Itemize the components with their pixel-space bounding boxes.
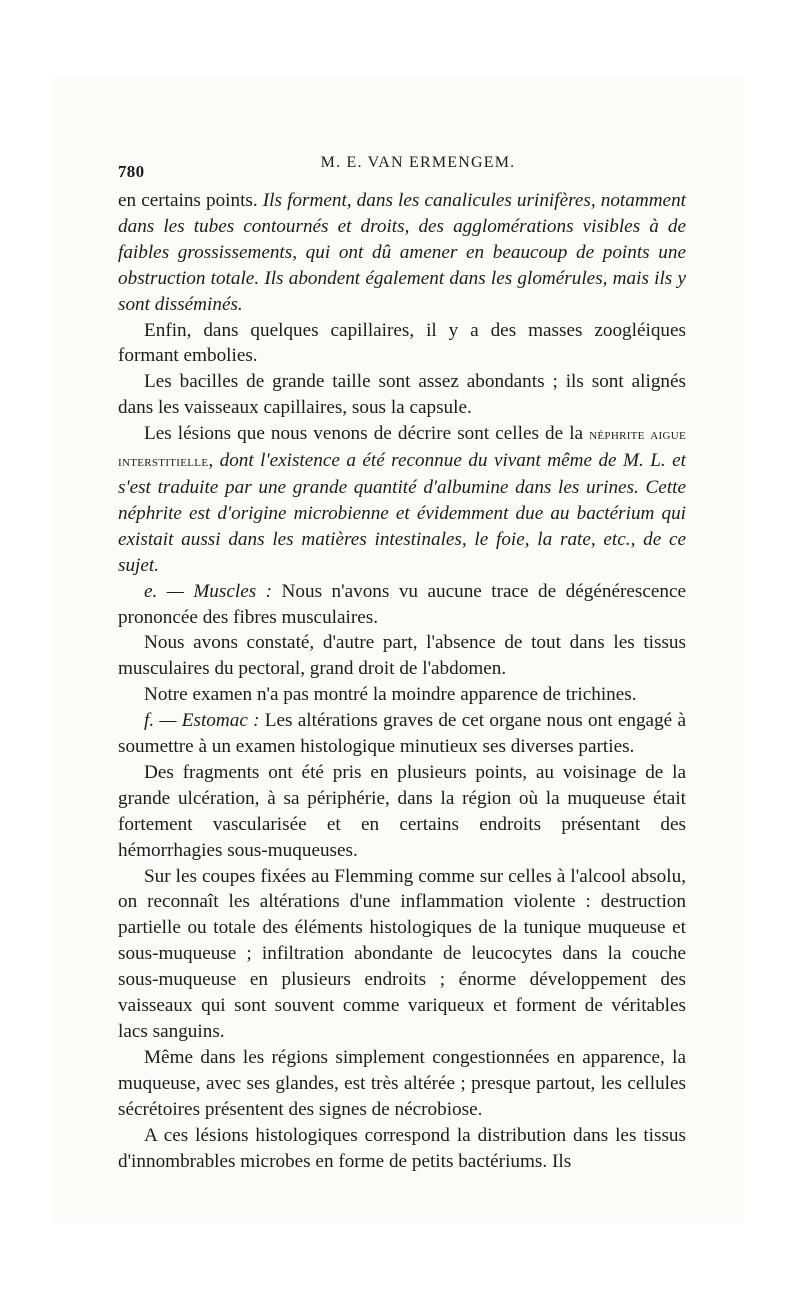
paragraph [118,760,686,864]
italic-text: e. — Muscles : [144,580,273,602]
body-text [118,188,686,1174]
page-number: 780 [118,162,145,181]
text-run: Nous n'avons vu aucune trace de dégénérescence prononcée des fibres musculaires. [118,580,687,628]
paragraph [118,369,686,421]
paragraph [118,188,686,318]
small-caps-text: néphrite aigue interstitielle [118,426,686,471]
text-run: Des fragments ont été pris en plusieurs points, au voisinage de la grande ulcération, à sa périphérie, dans la région où la muqueuse était fortement vascularisée et en certains endroits présentant des hémorrhagies sous-muqueuses. [118,761,686,861]
text-run: Nous avons constaté, d'autre part, l'absence de tout dans les tissus musculaires du pectoral, grand droit de l'abdomen. [118,632,686,680]
paragraph [118,630,686,682]
paragraph [118,318,686,370]
text-run: A ces lésions histologiques correspond la distribution dans les tissus d'innombrables microbes en forme de petits bactériums. Ils [118,1124,686,1172]
paragraph [118,682,686,708]
text-run: Les bacilles de grande taille sont assez abondants ; ils sont alignés dans les vaisseaux capillaires, sous la capsule. [118,371,686,419]
paragraph [118,708,686,760]
text-run: Les lésions que nous venons de décrire sont celles de la [144,423,590,445]
paragraph [118,864,686,1045]
italic-text: Ils forment, dans les canalicules urinifères, notamment dans les tubes contournés et droits, des agglomérations visibles à de faibles grossissements, qui ont dû amener en beaucoup de points une obstruction totale. Ils abondent également dans les glomérules, mais ils y sont disséminés. [118,190,686,315]
paragraph [118,1045,686,1123]
italic-text: f. — Estomac : [144,710,260,732]
text-run: Sur les coupes fixées au Flemming comme sur celles à l'alcool absolu, on reconnaît les altérations d'une inflammation violente : destruction partielle ou totale des éléments histologiques de la tunique muqueuse et sous-muqueuse ; infiltration abondante de leucocytes dans la couche sous-muqueuse en plusieurs endroits ; énorme développement des vaisseaux qui sont souvent comme variqueux et forment de véritables lacs sanguins. [118,865,686,1042]
text-run: Les altérations graves de cet organe nous ont engagé à soumettre à un examen histologique minutieux ses diverses parties. [118,710,686,758]
text-run: Notre examen n'a pas montré la moindre apparence de trichines. [144,684,637,706]
paragraph [118,1123,686,1175]
text-run: en certains points. [118,190,263,211]
text-run: Même dans les régions simplement congestionnées en apparence, la muqueuse, avec ses glandes, est très altérée ; presque partout, les cellules sécrétoires présentent des signes de nécrobiose. [118,1046,686,1120]
text-run: Enfin, dans quelques capillaires, il y a des masses zoogléiques formant embolies. [118,319,686,367]
running-title: M. E. VAN ERMENGEM. [320,154,516,171]
page-header [118,152,688,182]
text-run: , [208,450,220,472]
italic-text: dont l'existence a été reconnue du vivant même de M. L. et s'est traduite par une grande quantité d'albumine dans les urines. Cette néphrite est d'origine microbienne et évidemment due au bactérium qui existait aussi dans les matières intestinales, le foie, la rate, etc., de ce sujet. [118,450,686,576]
paragraph [118,421,686,578]
paragraph [118,579,686,631]
